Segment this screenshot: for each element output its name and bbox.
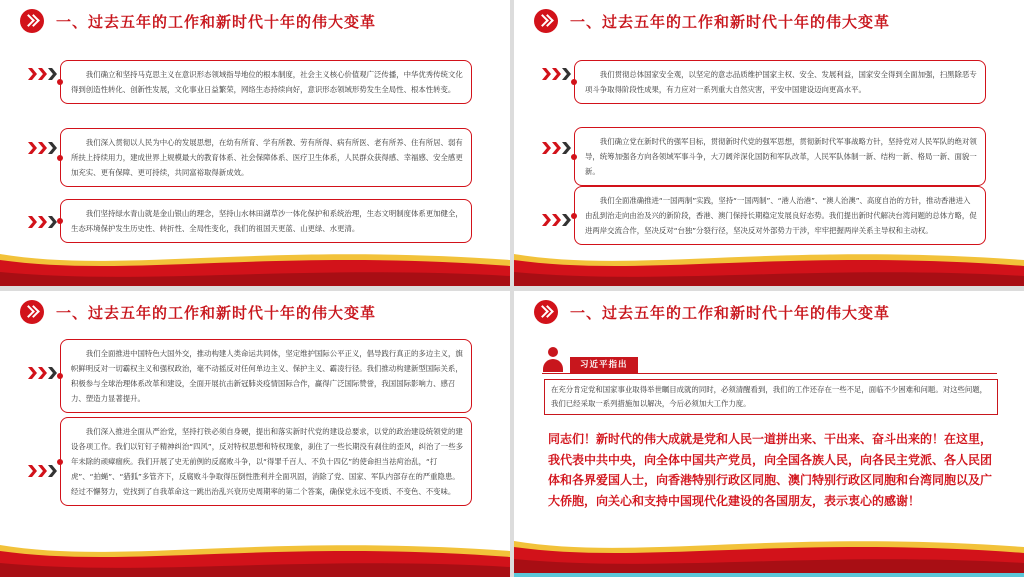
double-chevron-logo-icon xyxy=(534,300,558,324)
bottom-accent-bar xyxy=(514,573,1024,577)
speaker-tag: 习近平指出 xyxy=(570,357,638,373)
red-ribbon-decoration xyxy=(0,246,510,286)
triple-arrow-bullet-icon xyxy=(28,465,58,477)
triple-arrow-bullet-icon xyxy=(28,216,58,228)
triple-arrow-bullet-icon xyxy=(542,142,572,154)
section-title: 一、过去五年的工作和新时代十年的伟大变革 xyxy=(56,303,377,322)
triple-arrow-bullet-icon xyxy=(542,214,572,226)
slide-2 xyxy=(514,0,1024,286)
double-chevron-logo-icon xyxy=(534,9,558,33)
slide-header xyxy=(20,299,376,325)
triple-arrow-bullet-icon xyxy=(28,367,58,379)
slide-3 xyxy=(0,291,510,577)
triple-arrow-bullet-icon xyxy=(28,68,58,80)
double-chevron-logo-icon xyxy=(20,300,44,324)
divider xyxy=(542,373,997,374)
triple-arrow-bullet-icon xyxy=(28,142,58,154)
content-box: 我们全面准确推进“一国两制”实践，坚持“一国两制”、“港人治港”、“澳人治澳”、高度自治的方针，推动香港进入由乱到治走向由治及兴的新阶段，香港、澳门保持长期稳定发展良好态势。我们提出新时代解决台湾问题的总体方略，促进两岸交流合作，坚决反对“台独”分裂行径，坚决反对外部势力干涉，牢牢把握两岸关系主导权和主动权。 xyxy=(574,186,986,245)
triple-arrow-bullet-icon xyxy=(542,68,572,80)
double-chevron-logo-icon xyxy=(20,9,44,33)
content-box: 我们确立党在新时代的强军目标，贯彻新时代党的强军思想，贯彻新时代军事战略方针，坚持党对人民军队的绝对领导，统筹加强各方向各领域军事斗争，大刀阔斧深化国防和军队改革，人民军队体制一新、结构一新、格局一新、面貌一新。 xyxy=(574,127,986,186)
content-box: 我们坚持绿水青山就是金山银山的理念，坚持山水林田湖草沙一体化保护和系统治理，生态文明制度体系更加健全，生态环境保护发生历史性、转折性、全局性变化，我们的祖国天更蓝、山更绿、水更清。 xyxy=(60,199,472,243)
slide-header xyxy=(534,299,890,325)
slide-header xyxy=(534,8,890,34)
red-ribbon-decoration xyxy=(0,537,510,577)
section-title: 一、过去五年的工作和新时代十年的伟大变革 xyxy=(56,12,377,31)
slide-1 xyxy=(0,0,510,286)
speaker-label xyxy=(542,347,638,373)
quote-box: 在充分肯定党和国家事业取得举世瞩目成就的同时，必须清醒看到，我们的工作还存在一些不足，面临不少困难和问题。对这些问题，我们已经采取一系列措施加以解决，今后必须加大工作力度。 xyxy=(544,379,998,415)
slide-header xyxy=(20,8,376,34)
content-box: 我们贯彻总体国家安全观，以坚定的意志品质维护国家主权、安全、发展利益，国家安全得到全面加强，扫黑除恶专项斗争取得阶段性成果，有力应对一系列重大自然灾害，平安中国建设迈向更高水平。 xyxy=(574,60,986,104)
person-icon xyxy=(542,347,564,373)
section-title: 一、过去五年的工作和新时代十年的伟大变革 xyxy=(570,12,891,31)
content-box: 我们深入推进全面从严治党，坚持打铁必须自身硬，提出和落实新时代党的建设总要求，以党的政治建设统领党的建设各项工作。我们以钉钉子精神纠治“四风”，反对特权思想和特权现象，刹住了一些长期没有刹住的歪风，纠治了一些多年未除的顽瘴痼疾。我们开展了史无前例的反腐败斗争，以“得罪千百人、不负十四亿”的使命担当祛疴治乱，“打虎”、“拍蝇”、“猎狐”多管齐下，反腐败斗争取得压倒性胜利并全面巩固，消除了党、国家、军队内部存在的严重隐患。经过不懈努力，党找到了自我革命这一跳出治乱兴衰历史周期率的第二个答案，确保党永远不变质、不变色、不变味。 xyxy=(60,417,472,506)
red-ribbon-decoration xyxy=(514,246,1024,286)
slide-4 xyxy=(514,291,1024,577)
section-title: 一、过去五年的工作和新时代十年的伟大变革 xyxy=(570,303,891,322)
red-ribbon-decoration xyxy=(514,533,1024,573)
content-box: 我们全面推进中国特色大国外交，推动构建人类命运共同体，坚定维护国际公平正义，倡导践行真正的多边主义，旗帜鲜明反对一切霸权主义和强权政治，毫不动摇反对任何单边主义、保护主义、霸凌行径。我们推动构建新型国际关系，积极参与全球治理体系改革和建设，全面开展抗击新冠肺炎疫情国际合作，赢得广泛国际赞誉，我国国际影响力、感召力、塑造力显著提升。 xyxy=(60,339,472,413)
thanks-message: 同志们！新时代的伟大成就是党和人民一道拼出来、干出来、奋斗出来的！在这里，我代表中共中央，向全体中国共产党员，向全国各族人民，向各民主党派、各人民团体和各界爱国人士，向香港特别行政区同胞、澳门特别行政区同胞和台湾同胞以及广大侨胞，向关心和支持中国现代化建设的各国朋友，表示衷心的感谢！ xyxy=(548,432,993,508)
content-box: 我们深入贯彻以人民为中心的发展思想，在幼有所育、学有所教、劳有所得、病有所医、老有所养、住有所居、弱有所扶上持续用力，建成世界上规模最大的教育体系、社会保障体系、医疗卫生体系，人民群众获得感、幸福感、安全感更加充实、更有保障、更可持续，共同富裕取得新成效。 xyxy=(60,128,472,187)
content-box: 我们确立和坚持马克思主义在意识形态领域指导地位的根本制度，社会主义核心价值观广泛传播，中华优秀传统文化得到创造性转化、创新性发展，文化事业日益繁荣，网络生态持续向好，意识形态领域形势发生全局性、根本性转变。 xyxy=(60,60,472,104)
